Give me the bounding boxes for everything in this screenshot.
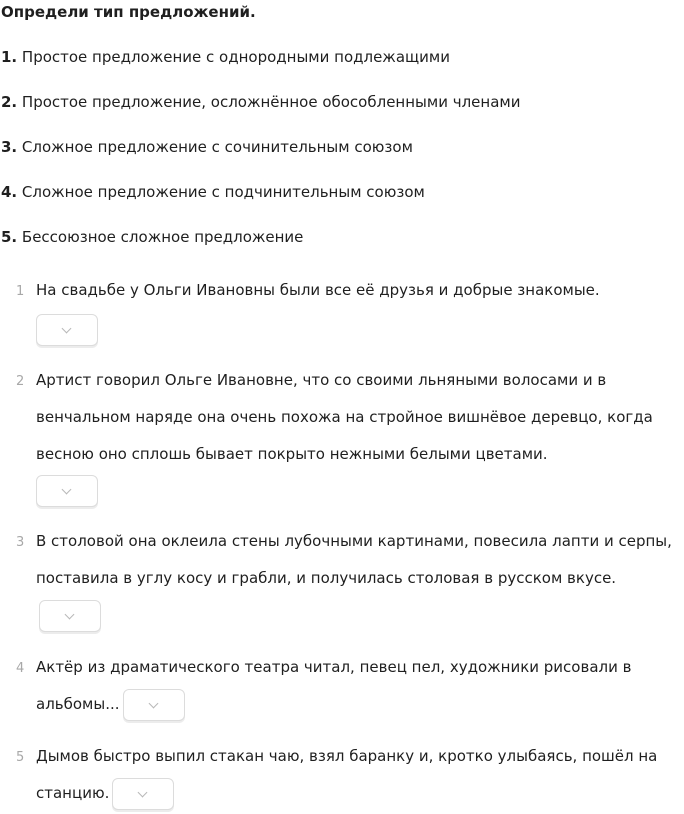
answer-select-5[interactable]	[112, 778, 174, 810]
legend-number: 3.	[1, 138, 18, 156]
legend-item-3	[1, 138, 413, 156]
chevron-down-icon	[148, 698, 158, 708]
question-5-text: Дымов быстро выпил стакан чаю, взял баранку и, кротко улыбаясь, пошёл на станцию.	[36, 747, 658, 802]
legend-text: Простое предложение, осложнённое обособленными членами	[17, 93, 521, 111]
legend-item-4	[1, 183, 425, 201]
legend-item-5	[1, 228, 303, 246]
chevron-down-icon	[65, 609, 75, 619]
chevron-down-icon	[138, 787, 148, 797]
legend-number: 4.	[1, 183, 18, 201]
question-4-block	[36, 649, 676, 723]
legend-item-2	[1, 93, 520, 111]
legend-number: 2.	[1, 93, 18, 111]
chevron-down-icon	[62, 324, 72, 334]
task-title: Определи тип предложений.	[1, 3, 256, 21]
question-3-text: В столовой она оклеила стены лубочными картинами, повесила лапти и серпы, поставила в углу косу и грабли, и получилась столовая в русском вкусе.	[36, 532, 672, 587]
answer-select-3[interactable]	[39, 600, 101, 632]
legend-text: Сложное предложение с сочинительным союзом	[17, 138, 413, 156]
question-5-number: 5	[16, 750, 25, 765]
legend-number: 5.	[1, 228, 18, 246]
chevron-down-icon	[62, 485, 72, 495]
answer-select-4[interactable]	[123, 689, 185, 721]
question-3-number: 3	[16, 535, 25, 550]
legend-number: 1.	[1, 48, 18, 66]
legend-item-1	[1, 48, 450, 66]
question-2-text: Артист говорил Ольге Ивановне, что со своими льняными волосами и в венчальном наряде она очень похожа на стройное вишнёвое деревцо, когда весною оно сплошь бывает покрыто нежными белыми цветами.	[36, 371, 653, 463]
question-1-number: 1	[16, 284, 25, 299]
answer-select-2[interactable]	[36, 475, 98, 507]
question-2-number: 2	[16, 374, 25, 389]
question-4-text: Актёр из драматического театра читал, певец пел, художники рисовали в альбомы...	[36, 658, 632, 713]
legend-text: Простое предложение с однородными подлежащими	[17, 48, 450, 66]
question-1-text: На свадьбе у Ольги Ивановны были все её друзья и добрые знакомые.	[36, 281, 600, 299]
question-5-block	[36, 738, 676, 812]
legend-text: Сложное предложение с подчинительным союзом	[17, 183, 425, 201]
question-3-block	[36, 523, 676, 634]
legend-text: Бессоюзное сложное предложение	[17, 228, 304, 246]
question-4-number: 4	[16, 661, 25, 676]
answer-select-1[interactable]	[36, 314, 98, 346]
